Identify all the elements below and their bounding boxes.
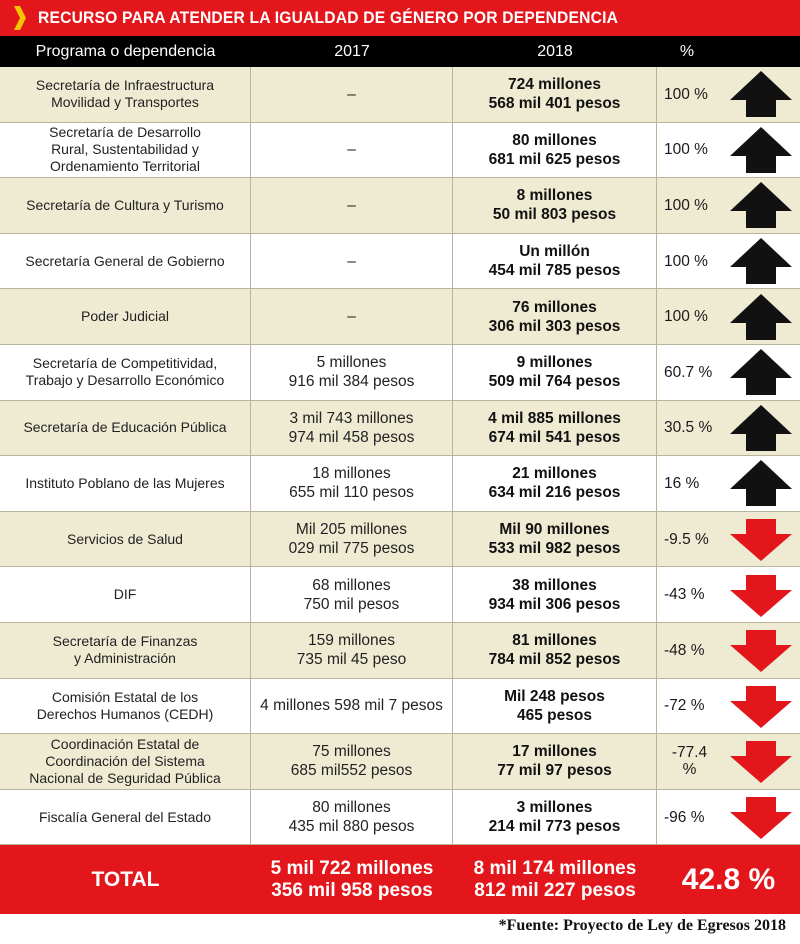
- table-row: [0, 123, 800, 179]
- cell-2017: [251, 234, 453, 289]
- cell-percent-text: -77.4 %: [671, 744, 708, 779]
- header-percent: %: [679, 42, 695, 60]
- cell-dependencia-text: Secretaría de Finanzas y Administración: [52, 633, 198, 667]
- cell-2017-text: 159 millones 735 mil 45 peso: [296, 632, 407, 669]
- cell-dependencia: [0, 289, 251, 344]
- cell-2018: [453, 234, 657, 289]
- cell-dependencia: [0, 512, 251, 567]
- cell-2017: [251, 178, 453, 233]
- cell-percent: [657, 345, 721, 400]
- arrow-up-icon: [721, 401, 800, 456]
- cell-2018-text: 38 millones 934 mil 306 pesos: [488, 576, 621, 613]
- cell-2018-text: 17 millones 77 mil 97 pesos: [497, 743, 612, 780]
- cell-dependencia: [0, 734, 251, 789]
- cell-percent-text: -72 %: [664, 697, 705, 715]
- cell-percent: [657, 178, 721, 233]
- cell-2017: [251, 790, 453, 845]
- cell-percent: [657, 512, 721, 567]
- cell-2018-text: Mil 248 pesos 465 pesos: [504, 687, 605, 724]
- header-dependencia: Programa o dependencia: [35, 42, 216, 60]
- cell-2018: [453, 456, 657, 511]
- cell-2017: [251, 623, 453, 678]
- cell-percent-text: -96 %: [664, 808, 705, 826]
- cell-percent-text: -48 %: [664, 641, 705, 659]
- cell-2017-text: 3 mil 743 millones 974 mil 458 pesos: [288, 409, 415, 446]
- cell-2018: [453, 123, 657, 178]
- arrow-up-icon: [721, 178, 800, 233]
- cell-percent: [657, 289, 721, 344]
- cell-percent-text: -9.5 %: [664, 530, 709, 548]
- total-label: TOTAL: [91, 867, 160, 891]
- table-row: [0, 401, 800, 457]
- total-2017: 5 mil 722 millones 356 mil 958 pesos: [270, 857, 434, 901]
- cell-2018: [453, 401, 657, 456]
- cell-dependencia: [0, 567, 251, 622]
- cell-percent: [657, 456, 721, 511]
- table-row: [0, 234, 800, 290]
- cell-2018-text: 3 millones 214 mil 773 pesos: [488, 799, 621, 836]
- cell-dependencia-text: Servicios de Salud: [67, 530, 183, 547]
- cell-2017-text: –: [347, 85, 356, 103]
- cell-2017-text: 75 millones 685 mil552 pesos: [290, 743, 413, 780]
- cell-2018-text: 81 millones 784 mil 852 pesos: [488, 632, 621, 669]
- cell-2018: [453, 345, 657, 400]
- chevron-right-icon: [0, 0, 38, 36]
- cell-2018-text: 80 millones 681 mil 625 pesos: [488, 131, 621, 168]
- arrow-down-icon: [721, 679, 800, 734]
- source-footnote: *Fuente: Proyecto de Ley de Egresos 2018: [498, 917, 786, 934]
- cell-2017-text: 4 millones 598 mil 7 pesos: [260, 697, 443, 715]
- arrow-up-icon: [721, 123, 800, 178]
- cell-dependencia: [0, 345, 251, 400]
- cell-percent: [657, 401, 721, 456]
- cell-2018-text: Mil 90 millones 533 mil 982 pesos: [488, 521, 621, 558]
- cell-dependencia-text: Fiscalía General del Estado: [39, 808, 211, 825]
- cell-dependencia-text: DIF: [113, 586, 137, 603]
- cell-percent-text: 100 %: [664, 252, 708, 270]
- cell-dependencia: [0, 456, 251, 511]
- cell-2018-text: 21 millones 634 mil 216 pesos: [488, 465, 621, 502]
- cell-2017-text: –: [347, 308, 356, 326]
- cell-2017: [251, 456, 453, 511]
- cell-percent-text: 16 %: [664, 474, 700, 492]
- arrow-down-icon: [721, 567, 800, 622]
- cell-dependencia-text: Poder Judicial: [81, 308, 169, 325]
- cell-percent: [657, 67, 721, 122]
- cell-2017-text: 68 millones 750 mil pesos: [303, 576, 400, 613]
- title-bar: [0, 0, 800, 36]
- cell-dependencia: [0, 679, 251, 734]
- table-row: [0, 345, 800, 401]
- cell-2017: [251, 567, 453, 622]
- cell-dependencia: [0, 178, 251, 233]
- cell-2018: [453, 790, 657, 845]
- cell-2018: [453, 734, 657, 789]
- cell-percent: [657, 123, 721, 178]
- cell-percent-text: 100 %: [664, 141, 708, 159]
- cell-2017-text: –: [347, 196, 356, 214]
- cell-dependencia-text: Secretaría de Desarrollo Rural, Sustentabilidad y Ordenamiento Territorial: [49, 124, 201, 175]
- cell-percent-text: 30.5 %: [664, 419, 713, 437]
- cell-2018-text: 76 millones 306 mil 303 pesos: [488, 298, 621, 335]
- cell-percent-text: -43 %: [664, 586, 705, 604]
- arrow-up-icon: [721, 456, 800, 511]
- cell-2017-text: –: [347, 252, 356, 270]
- cell-percent-text: 100 %: [664, 308, 708, 326]
- cell-dependencia-text: Comisión Estatal de los Derechos Humanos (CEDH): [36, 688, 214, 722]
- cell-2017: [251, 289, 453, 344]
- cell-percent: [657, 623, 721, 678]
- cell-2018-text: 4 mil 885 millones 674 mil 541 pesos: [488, 409, 621, 446]
- cell-percent-text: 100 %: [664, 196, 708, 214]
- table-row: [0, 623, 800, 679]
- arrow-up-icon: [721, 345, 800, 400]
- cell-dependencia: [0, 123, 251, 178]
- cell-percent-text: 60.7 %: [664, 363, 713, 381]
- arrow-down-icon: [721, 512, 800, 567]
- cell-2017: [251, 401, 453, 456]
- cell-dependencia: [0, 67, 251, 122]
- table-row: [0, 567, 800, 623]
- cell-dependencia-text: Secretaría de Infraestructura Movilidad y Transportes: [35, 77, 215, 111]
- total-percent: 42.8 %: [681, 862, 776, 896]
- cell-2017: [251, 123, 453, 178]
- cell-dependencia-text: Instituto Poblano de las Mujeres: [25, 474, 225, 491]
- cell-2018: [453, 67, 657, 122]
- arrow-up-icon: [721, 289, 800, 344]
- cell-2017: [251, 512, 453, 567]
- header-2017: 2017: [334, 42, 370, 60]
- cell-percent: [657, 734, 721, 789]
- cell-2018: [453, 567, 657, 622]
- table-row: [0, 67, 800, 123]
- cell-dependencia: [0, 623, 251, 678]
- cell-2017: [251, 734, 453, 789]
- table-row: [0, 679, 800, 735]
- arrow-up-icon: [721, 234, 800, 289]
- cell-2017-text: 80 millones 435 mil 880 pesos: [288, 799, 415, 836]
- cell-2017: [251, 679, 453, 734]
- table-row: [0, 790, 800, 846]
- cell-2017-text: Mil 205 millones 029 mil 775 pesos: [288, 521, 415, 558]
- cell-percent: [657, 567, 721, 622]
- cell-2017-text: 5 millones 916 mil 384 pesos: [288, 354, 415, 391]
- table-header: [0, 36, 800, 67]
- cell-2018: [453, 289, 657, 344]
- arrow-up-icon: [721, 67, 800, 122]
- arrow-down-icon: [721, 790, 800, 845]
- cell-2017: [251, 345, 453, 400]
- cell-2018-text: Un millón 454 mil 785 pesos: [488, 243, 621, 280]
- cell-dependencia-text: Secretaría de Cultura y Turismo: [26, 196, 224, 213]
- cell-dependencia: [0, 401, 251, 456]
- cell-2017-text: 18 millones 655 mil 110 pesos: [289, 465, 414, 502]
- cell-2018-text: 724 millones 568 mil 401 pesos: [488, 76, 621, 113]
- table-row: [0, 456, 800, 512]
- cell-2018: [453, 679, 657, 734]
- table-row: [0, 178, 800, 234]
- cell-percent: [657, 234, 721, 289]
- cell-percent: [657, 679, 721, 734]
- total-row: [0, 845, 800, 914]
- table-row: [0, 512, 800, 568]
- total-2018: 8 mil 174 millones 812 mil 227 pesos: [473, 857, 637, 901]
- cell-2018-text: 9 millones 509 mil 764 pesos: [488, 354, 621, 391]
- table-body: [0, 67, 800, 845]
- cell-2017-text: –: [347, 141, 356, 159]
- cell-percent: [657, 790, 721, 845]
- table-row: [0, 289, 800, 345]
- cell-dependencia: [0, 790, 251, 845]
- cell-percent-text: 100 %: [664, 85, 708, 103]
- cell-2018: [453, 623, 657, 678]
- cell-dependencia-text: Secretaría General de Gobierno: [25, 252, 225, 269]
- page-title: RECURSO PARA ATENDER LA IGUALDAD DE GÉNERO POR DEPENDENCIA: [38, 8, 619, 27]
- cell-2018-text: 8 millones 50 mil 803 pesos: [492, 187, 617, 224]
- cell-dependencia-text: Secretaría de Competitividad, Trabajo y Desarrollo Económico: [25, 355, 225, 389]
- header-2018: 2018: [537, 42, 573, 60]
- cell-2018: [453, 178, 657, 233]
- cell-2018: [453, 512, 657, 567]
- arrow-down-icon: [721, 734, 800, 789]
- cell-dependencia: [0, 234, 251, 289]
- cell-dependencia-text: Coordinación Estatal de Coordinación del Sistema Nacional de Seguridad Pública: [29, 735, 221, 786]
- cell-dependencia-text: Secretaría de Educación Pública: [23, 419, 227, 436]
- cell-2017: [251, 67, 453, 122]
- table-row: [0, 734, 800, 790]
- arrow-down-icon: [721, 623, 800, 678]
